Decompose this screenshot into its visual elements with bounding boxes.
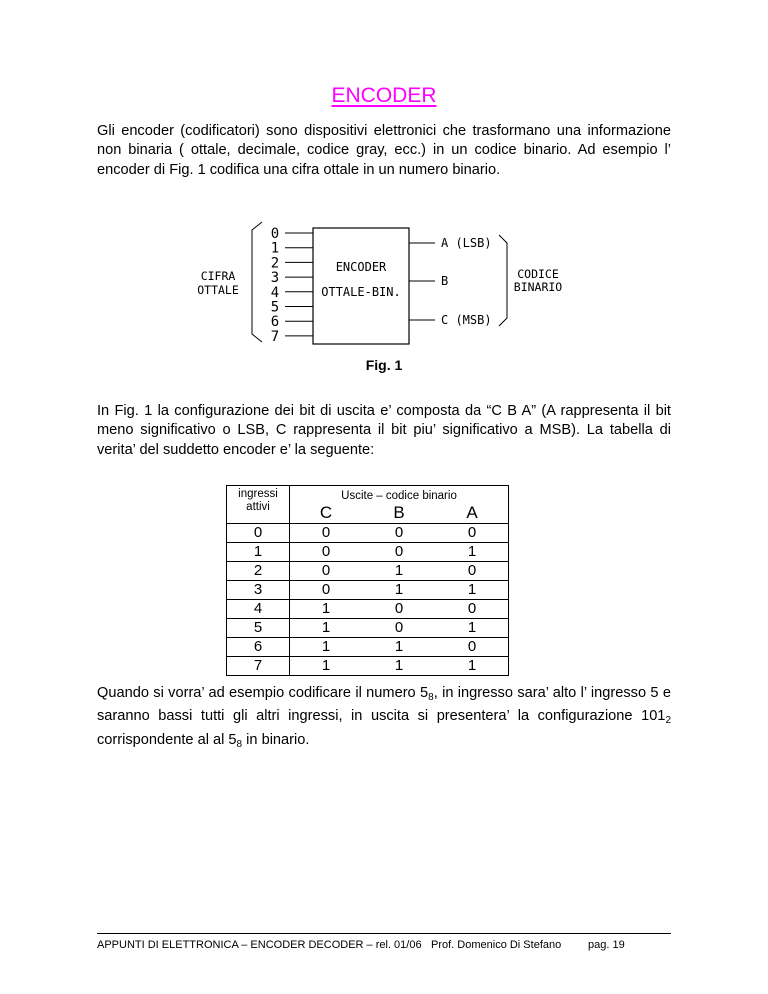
encoder-block-label-1: ENCODER: [335, 260, 387, 274]
example-text-1: Quando si vorra’ ad esempio codificare il numero 5: [97, 685, 429, 701]
output-header-label: Uscite – codice binario: [341, 490, 457, 502]
input-label-5: 5: [270, 299, 280, 316]
output-cell: 0: [436, 524, 509, 543]
column-header-a: A: [436, 503, 509, 524]
input-header-line1: ingressi: [238, 488, 278, 500]
output-cell: 0: [362, 600, 436, 619]
input-cell: 7: [227, 657, 290, 676]
output-label-0: A (LSB): [441, 236, 492, 250]
input-header-line2: attivi: [246, 501, 270, 513]
table-row: [227, 581, 509, 600]
example-paragraph: [97, 684, 671, 754]
input-group-label-1: CIFRA: [200, 269, 236, 283]
input-label-1: 1: [270, 240, 280, 257]
output-header: [290, 486, 509, 504]
column-header-c: C: [319, 503, 333, 522]
output-cell: 1: [362, 657, 436, 676]
output-cell: 0: [290, 562, 363, 581]
page-title: ENCODER: [331, 84, 437, 107]
column-header-b: B: [393, 503, 405, 522]
table-row: [227, 619, 509, 638]
table-row: [227, 600, 509, 619]
output-label-1: B: [441, 274, 449, 288]
encoder-block: [313, 228, 409, 344]
output-cell: 1: [290, 600, 363, 619]
subscript-8b: 8: [236, 738, 243, 750]
output-cell: 1: [436, 619, 509, 638]
figure-caption: Fig. 1: [365, 357, 403, 373]
table-row: [227, 657, 509, 676]
output-cell: 0: [290, 581, 363, 600]
table-row: [227, 543, 509, 562]
input-label-0: 0: [270, 226, 280, 242]
subscript-8: 8: [428, 692, 434, 703]
output-cell: 0: [436, 638, 509, 657]
intro-paragraph: Gli encoder (codificatori) sono dispositivi elettronici che trasformano una informazione non binaria ( ottale, decimale, codice gray, ecc.) in un codice binario. Ad esempio l’ encoder di Fig. 1 codifica una cifra ottale in un numero binario.: [97, 123, 671, 178]
output-group-label-2: BINARIO: [513, 280, 563, 294]
output-cell: 1: [362, 581, 436, 600]
input-group-label-2: OTTALE: [197, 283, 239, 297]
input-label-7: 7: [270, 328, 280, 345]
output-cell: 1: [290, 638, 363, 657]
subscript-2: 2: [665, 715, 671, 727]
input-cell: 0: [227, 524, 290, 543]
input-cell: 4: [227, 600, 290, 619]
output-cell: 1: [290, 619, 363, 638]
output-cell: 0: [362, 543, 436, 562]
encoder-block-label-2: OTTALE-BIN.: [321, 285, 401, 299]
explanation-paragraph: In Fig. 1 la configurazione dei bit di uscita e’ composta da “C B A” (A rappresenta il bit meno significativo o LSB, C rappresenta il bit piu’ significativo a MSB). La tabella di verita’ del suddetto encoder e’ la seguente:: [97, 403, 671, 458]
input-label-4: 4: [270, 284, 280, 301]
output-group-label-1: CODICE: [517, 267, 559, 281]
input-label-2: 2: [270, 255, 280, 272]
output-bracket: [499, 235, 507, 326]
input-header: [227, 486, 290, 524]
output-cell: 0: [436, 600, 509, 619]
example-text-4: in binario.: [242, 731, 310, 748]
input-label-3: 3: [270, 270, 280, 287]
input-cell: 5: [227, 619, 290, 638]
table-row: [227, 524, 509, 543]
footer-center: Prof. Domenico Di Stefano: [431, 939, 562, 951]
input-cell: 6: [227, 638, 290, 657]
output-cell: 0: [290, 524, 363, 543]
truth-table: [226, 485, 509, 676]
table-row: [227, 638, 509, 657]
input-cell: 2: [227, 562, 290, 581]
output-cell: 1: [436, 581, 509, 600]
output-cell: 1: [436, 543, 509, 562]
output-label-2: C (MSB): [441, 313, 492, 327]
output-cell: 1: [436, 657, 509, 676]
input-bracket: [252, 222, 262, 342]
example-text-3: corrispondente al al 5: [97, 731, 237, 748]
output-cell: 0: [362, 619, 436, 638]
output-cell: 0: [436, 562, 509, 581]
output-cell: 1: [362, 562, 436, 581]
output-cell: 0: [290, 543, 363, 562]
output-cell: 1: [290, 657, 363, 676]
footer-left: APPUNTI DI ELETTRONICA – ENCODER DECODER – rel. 01/06: [97, 939, 422, 951]
input-cell: 3: [227, 581, 290, 600]
example-text-2: , in ingresso sara’ alto l’ ingresso 5 e saranno bassi tutti gli altri ingressi, in uscita si presentera’ la configurazione 101: [97, 685, 672, 725]
input-label-6: 6: [270, 314, 280, 331]
input-cell: 1: [227, 543, 290, 562]
table-row: [227, 562, 509, 581]
output-cell: 1: [362, 638, 436, 657]
footer-right: pag. 19: [588, 939, 625, 951]
output-cell: 0: [362, 524, 436, 543]
footer-rule: [97, 933, 671, 934]
